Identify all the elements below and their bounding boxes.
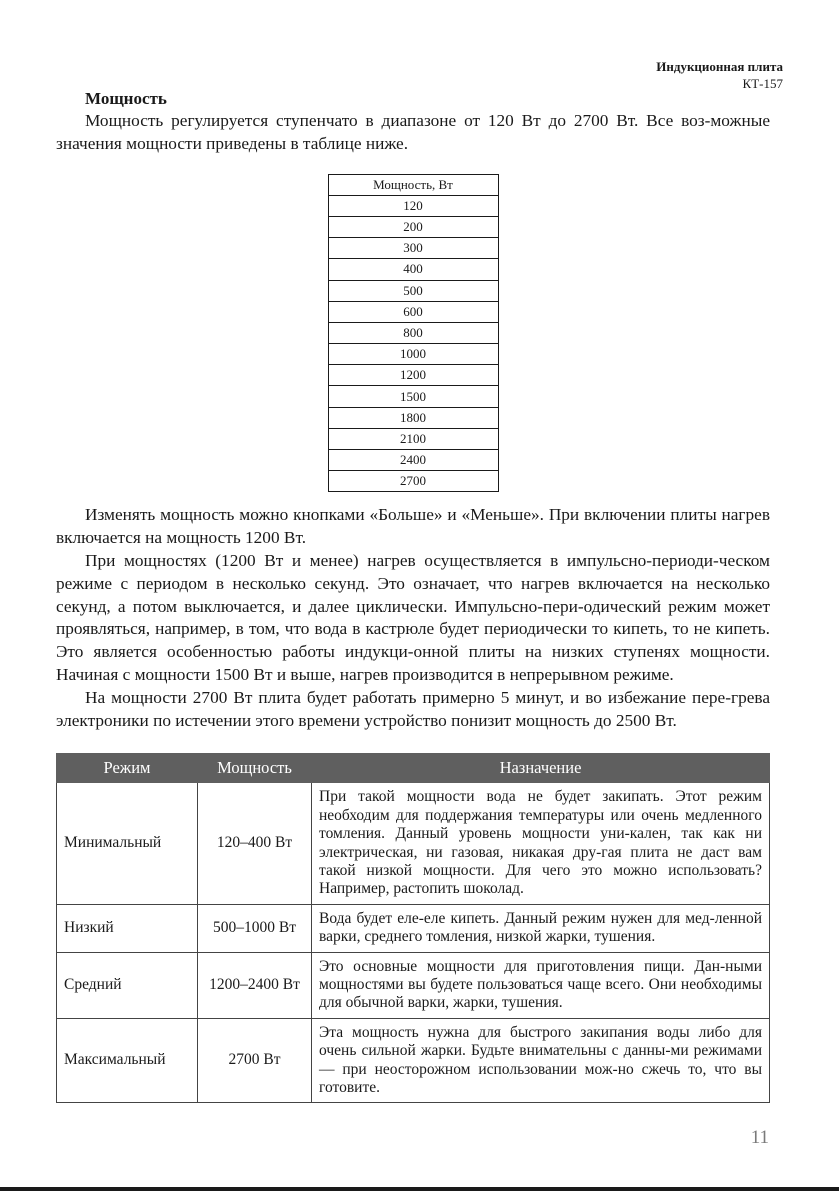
mode-cell: Максимальный <box>57 1018 198 1103</box>
power-value-cell: 300 <box>328 238 498 259</box>
header-title: Индукционная плита <box>656 59 783 74</box>
power-value-cell: 200 <box>328 216 498 237</box>
power-value-cell: 2400 <box>328 450 498 471</box>
power-range-cell: 500–1000 Вт <box>198 904 312 952</box>
body-paragraph-buttons: Изменять мощность можно кнопками «Больше» и «Меньше». При включении плиты нагрев включается на мощность 1200 Вт. <box>56 505 770 548</box>
power-value-cell: 2700 <box>328 471 498 492</box>
page-content <box>56 88 770 1103</box>
power-value-cell: 400 <box>328 259 498 280</box>
intro-paragraph: Мощность регулируется ступенчато в диапазоне от 120 Вт до 2700 Вт. Все воз-можные значения мощности приведены в таблице ниже. <box>56 111 770 153</box>
purpose-cell: Эта мощность нужна для быстрого закипания воды либо для очень сильной жарки. Будьте внимательны с данны-ми режимами — при неосторожном использовании мож-но сжечь то, что вы готовите. <box>312 1018 770 1103</box>
mode-cell: Минимальный <box>57 783 198 904</box>
power-range-cell: 1200–2400 Вт <box>198 952 312 1018</box>
header-model: КТ-157 <box>742 76 783 91</box>
power-value-cell: 800 <box>328 322 498 343</box>
column-header-mode: Режим <box>57 754 198 783</box>
purpose-cell: Вода будет еле-еле кипеть. Данный режим нужен для мед-ленной варки, среднего томления, низкой жарки, тушения. <box>312 904 770 952</box>
column-header-purpose: Назначение <box>312 754 770 783</box>
power-value-cell: 600 <box>328 301 498 322</box>
power-value-cell: 1500 <box>328 386 498 407</box>
body-paragraph-max-power: На мощности 2700 Вт плита будет работать примерно 5 минут, и во избежание пере-грева электроники по истечении этого времени устройство понизит мощность до 2500 Вт. <box>56 687 770 730</box>
modes-table <box>56 753 770 1103</box>
page-number: 11 <box>750 1127 769 1148</box>
table-row <box>57 783 770 904</box>
power-values-table <box>328 174 499 493</box>
table-row <box>57 904 770 952</box>
section-heading: Мощность <box>85 89 167 108</box>
power-value-cell: 2100 <box>328 428 498 449</box>
column-header-power: Мощность <box>198 754 312 783</box>
power-value-cell: 1800 <box>328 407 498 428</box>
purpose-cell: Это основные мощности для приготовления пищи. Дан-ными мощностями вы будете пользоваться чаще всего. Они необходимы для обычной варки, жарки, тушения. <box>312 952 770 1018</box>
table-row <box>57 1018 770 1103</box>
power-value-cell: 120 <box>328 195 498 216</box>
power-value-cell: 500 <box>328 280 498 301</box>
power-value-cell: 1000 <box>328 344 498 365</box>
purpose-cell: При такой мощности вода не будет закипать. Этот режим необходим для поддержания температуры или очень медленного томления. Данный уровень мощности уни-кален, так как ни электрическая, ни газовая, никакая дру-гая плита не даст вам такой низкой мощности. Для чего это можно использовать? Например, растопить шоколад. <box>312 783 770 904</box>
power-table-header: Мощность, Вт <box>328 174 498 195</box>
power-range-cell: 120–400 Вт <box>198 783 312 904</box>
mode-cell: Низкий <box>57 904 198 952</box>
table-row <box>57 952 770 1018</box>
power-value-cell: 1200 <box>328 365 498 386</box>
running-header <box>656 58 783 92</box>
bottom-divider <box>0 1187 839 1191</box>
body-paragraph-pulse-mode: При мощностях (1200 Вт и менее) нагрев осуществляется в импульсно-периоди-ческом режиме с периодом в несколько секунд. Это означает, что нагрев включается на несколько секунд, а потом выключается, и далее циклически. Импульсно-пери-одический режим может проявляться, например, в том, что вода в кастрюле будет периодически то кипеть, то не кипеть. Это является особенностью работы индукци-онной плиты на низких ступенях мощности. Начиная с мощности 1500 Вт и выше, нагрев производится в непрерывном режиме. <box>56 551 770 684</box>
mode-cell: Средний <box>57 952 198 1018</box>
power-range-cell: 2700 Вт <box>198 1018 312 1103</box>
